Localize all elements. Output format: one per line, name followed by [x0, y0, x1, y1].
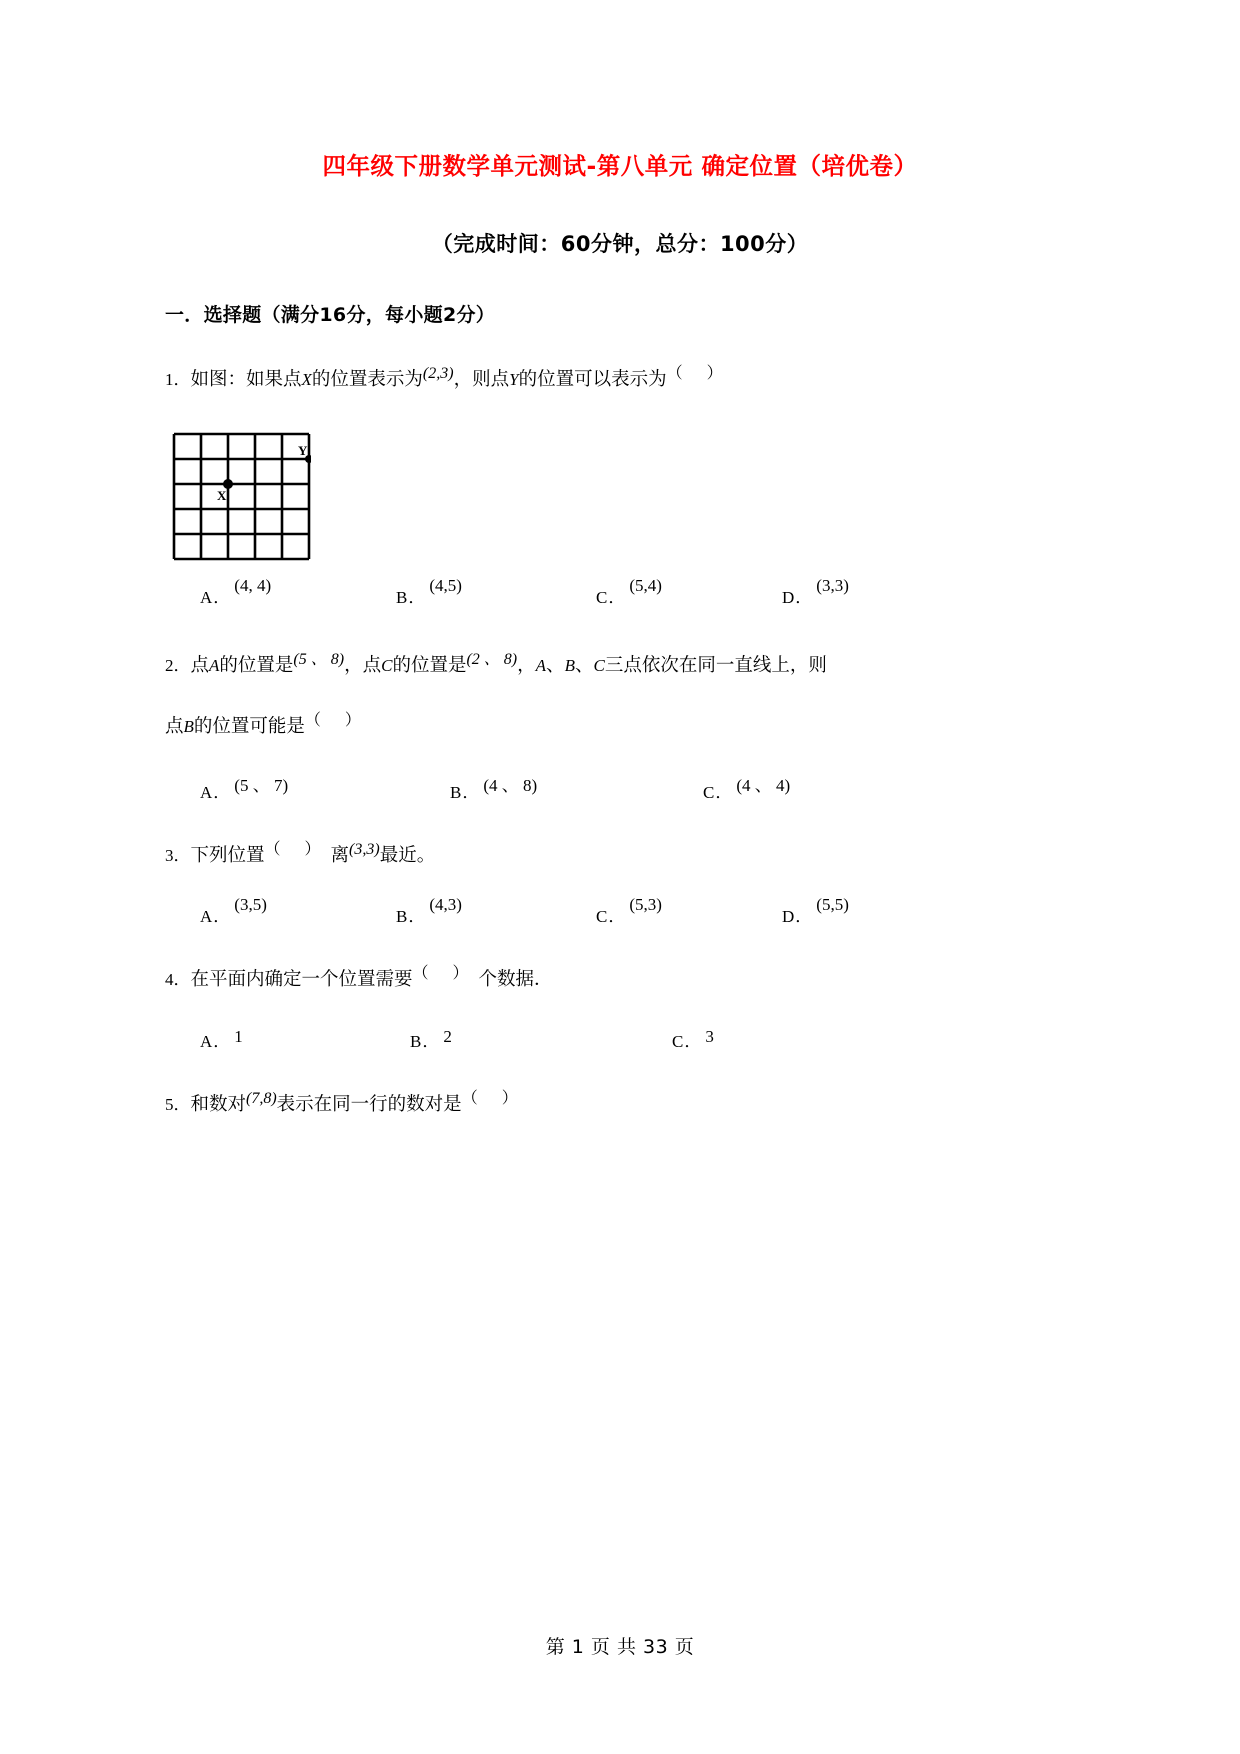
option-letter: B． — [410, 1031, 441, 1051]
question-5 — [165, 1052, 1075, 1129]
option-value: (4, 4) — [234, 575, 272, 595]
question-2-option-c[interactable] — [703, 778, 790, 803]
option-value: (5,4) — [629, 575, 662, 595]
question-4 — [165, 927, 1075, 1004]
option-value: 2 — [443, 1026, 452, 1046]
question-1 — [165, 327, 1075, 404]
question-1-option-c[interactable] — [596, 575, 782, 608]
question-4-option-a[interactable] — [200, 1027, 410, 1052]
question-3-text-c: 最近。 — [379, 845, 436, 867]
question-2-text: 三点依次在同一直线上，则 — [604, 654, 827, 676]
question-2-text: 点 — [190, 654, 210, 676]
grid-label-y: Y — [298, 442, 308, 458]
option-value: (5,3) — [629, 895, 662, 915]
question-1-options — [165, 561, 1075, 608]
option-letter: A． — [200, 587, 232, 607]
option-letter: A． — [200, 1031, 232, 1051]
coordinate-grid-svg — [172, 432, 311, 561]
question-4-option-c[interactable] — [672, 1027, 714, 1052]
option-value: (4,5) — [429, 575, 462, 595]
option-letter: B． — [396, 907, 427, 927]
question-3 — [165, 803, 1075, 880]
page-title: 四年级下册数学单元测试-第八单元 确定位置（培优卷） — [322, 152, 918, 180]
question-2-number: 2． — [165, 655, 191, 675]
option-letter: C． — [596, 587, 627, 607]
question-2-var-a2: A — [535, 655, 547, 675]
option-letter: B． — [450, 783, 481, 803]
question-3-option-a[interactable] — [200, 895, 396, 927]
question-3-option-b[interactable] — [396, 895, 596, 927]
option-letter: D． — [782, 587, 814, 607]
question-1-text-a: 如图：如果点 — [190, 368, 302, 390]
question-4-options — [165, 1005, 1075, 1052]
question-2-text: ， — [517, 654, 536, 676]
question-2-text: 、 — [546, 654, 565, 676]
question-1-var-x: X — [301, 369, 312, 389]
option-letter: A． — [200, 783, 232, 803]
grid-label-x: X — [217, 487, 227, 503]
page-footer: 第 1 页 共 33 页 — [545, 1636, 695, 1658]
question-2-text: 点 — [165, 716, 184, 738]
question-3-blank: （ ） — [264, 841, 331, 859]
question-1-text-b: 的位置表示为 — [311, 368, 423, 390]
option-value: (3,5) — [234, 895, 267, 915]
option-value: (4 、 8) — [483, 776, 538, 796]
question-2 — [165, 608, 1075, 756]
option-value: (4,3) — [429, 895, 462, 915]
option-letter: C． — [703, 783, 734, 803]
question-4-text-a: 在平面内确定一个位置需要 — [190, 969, 413, 991]
question-2-text: 的位置是 — [392, 654, 467, 676]
option-value: 1 — [234, 1026, 243, 1046]
question-2-option-b[interactable] — [450, 778, 703, 803]
question-2-var-c: C — [381, 655, 393, 675]
question-2-text: ，点 — [344, 654, 382, 676]
question-2-coord-a: (5 、 8) — [293, 650, 345, 668]
question-1-figure — [165, 404, 1075, 561]
question-1-number: 1． — [165, 369, 191, 389]
option-value: 3 — [705, 1026, 714, 1046]
question-5-coord: (7,8) — [246, 1089, 277, 1107]
question-3-text-b: 离 — [330, 845, 350, 867]
question-1-text-d: 的位置可以表示为 — [518, 368, 667, 390]
question-1-option-b[interactable] — [396, 575, 596, 608]
question-1-text-c: ，则点 — [453, 368, 510, 390]
option-letter: D． — [782, 907, 814, 927]
coordinate-grid — [172, 432, 311, 561]
question-1-coord: (2,3) — [422, 364, 454, 382]
question-1-var-y: Y — [509, 369, 519, 389]
question-2-var-a: A — [209, 655, 220, 675]
question-1-option-d[interactable] — [782, 575, 849, 608]
option-value: (3,3) — [816, 575, 849, 595]
question-3-options — [165, 880, 1075, 927]
question-3-coord: (3,3) — [349, 841, 380, 859]
option-value: (5,5) — [816, 895, 849, 915]
question-3-option-c[interactable] — [596, 895, 782, 927]
question-5-number: 5． — [165, 1094, 191, 1114]
option-letter: A． — [200, 907, 232, 927]
question-2-text: 的位置可能是 — [193, 716, 305, 738]
option-letter: C． — [672, 1031, 703, 1051]
question-2-var-c2: C — [593, 655, 605, 675]
question-3-number: 3． — [165, 846, 191, 866]
question-2-var-b2: B — [183, 717, 194, 737]
question-5-blank: （ ） — [461, 1089, 528, 1107]
option-value: (5 、 7) — [234, 776, 289, 796]
question-5-text-b: 表示在同一行的数对是 — [276, 1093, 462, 1115]
question-2-text: 的位置是 — [219, 654, 294, 676]
question-3-option-d[interactable] — [782, 895, 849, 927]
question-2-var-b: B — [564, 655, 575, 675]
question-1-blank: （ ） — [666, 364, 733, 382]
section-heading: 一．选择题（满分16分，每小题2分） — [165, 303, 496, 326]
question-4-number: 4． — [165, 970, 191, 990]
question-2-blank: （ ） — [304, 712, 371, 730]
question-3-text-a: 下列位置 — [190, 845, 265, 867]
option-letter: B． — [396, 587, 427, 607]
option-value: (4 、 4) — [736, 776, 791, 796]
question-2-text: 、 — [574, 654, 594, 676]
question-4-text-b: 个数据． — [478, 969, 553, 991]
question-5-text-a: 和数对 — [190, 1093, 247, 1115]
question-4-option-b[interactable] — [410, 1027, 672, 1052]
question-2-options — [165, 756, 1075, 803]
page-subtitle: （完成时间：60分钟，总分：100分） — [431, 231, 809, 256]
question-1-option-a[interactable] — [200, 575, 396, 608]
question-2-option-a[interactable] — [200, 778, 450, 803]
question-4-blank: （ ） — [412, 965, 479, 983]
option-letter: C． — [596, 907, 627, 927]
question-2-coord-c: (2 、 8) — [466, 650, 518, 668]
